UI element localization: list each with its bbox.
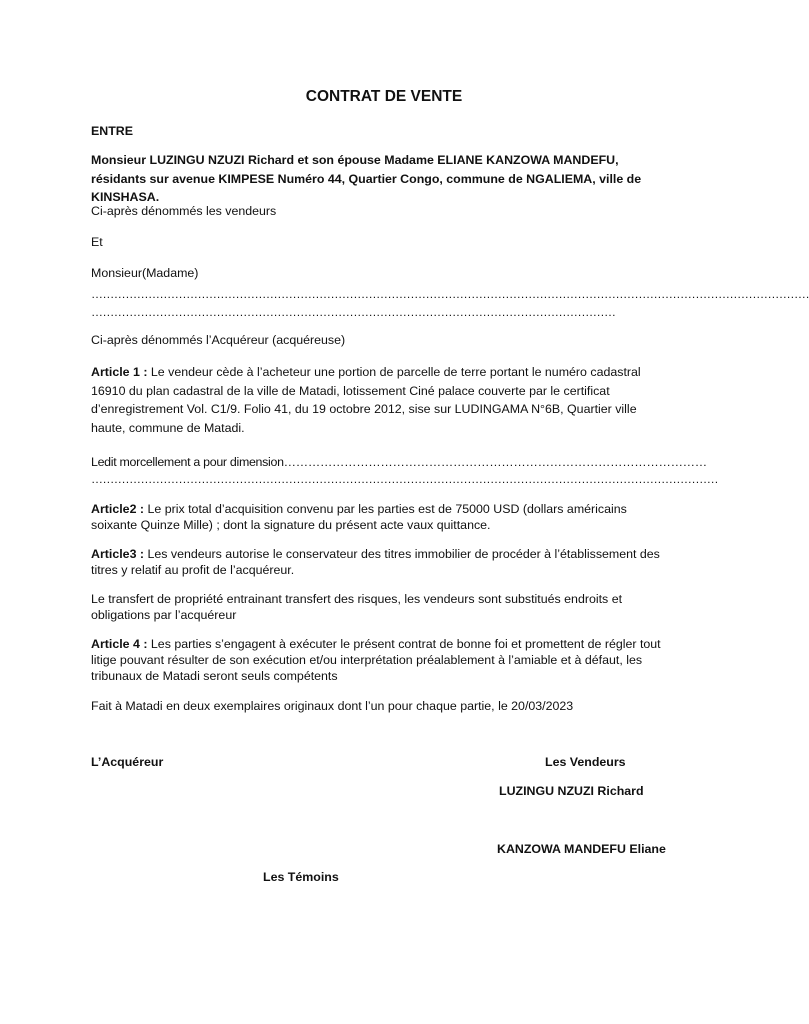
signature-vendeurs-label: Les Vendeurs	[545, 755, 626, 769]
article3-paragraph	[91, 546, 673, 578]
party2-dots-line-2: …………………………………………………………………………………………………………………………	[91, 305, 616, 319]
article2-text: Le prix total d’acquisition convenu par les parties est de 75000 USD (dollars américains soixante Quinze Mille) ; dont la signature du présent acte vaux quittance.	[91, 502, 627, 532]
article4-paragraph	[91, 636, 673, 684]
fait-a-line: Fait à Matadi en deux exemplaires originaux dont l’un pour chaque partie, le 20/03/2023	[91, 699, 574, 713]
dimension-line: Ledit morcellement a pour dimension……………………………………………………………………………………………	[91, 455, 707, 469]
contract-title: CONTRAT DE VENTE	[305, 88, 463, 105]
article1-heading: Article 1 :	[91, 365, 148, 379]
article2-heading: Article2 :	[91, 502, 145, 516]
vendeur2-name: KANZOWA MANDEFU Eliane	[497, 842, 666, 856]
acquereur-label: Ci-après dénommés l’Acquéreur (acquéreuse)	[91, 333, 346, 347]
temoins-label: Les Témoins	[263, 870, 339, 884]
article2-paragraph	[91, 501, 673, 533]
vendeurs-label: Ci-après dénommés les vendeurs	[91, 204, 277, 218]
signature-acquereur-label: L’Acquéreur	[91, 755, 164, 769]
dimension-dots-line: …………………………………………………………………………………………………………………………………………………	[91, 472, 719, 486]
party2-dots-line-1: ………………………………………………………………………………………………………………………………………………………………………	[91, 287, 809, 301]
vendeur1-name: LUZINGU NZUZI Richard	[499, 784, 644, 798]
party2-label: Monsieur(Madame)	[91, 266, 199, 280]
article3-heading: Article3 :	[91, 547, 145, 561]
article4-text: Les parties s’engagent à exécuter le présent contrat de bonne foi et promettent de régler tout litige pouvant résulter de son exécution et/ou interprétation préalablement à l’amiable et à défaut, les tribunaux de Matadi seront seuls compétents	[91, 637, 661, 683]
article3-text: Les vendeurs autorise le conservateur des titres immobilier de procéder à l’établissement des titres y relatif au profit de l’acquéreur.	[91, 547, 660, 577]
article1-paragraph	[91, 363, 673, 437]
party1-text: Monsieur LUZINGU NZUZI Richard et son épouse Madame ELIANE KANZOWA MANDEFU, résidants sur avenue KIMPESE Numéro 44, Quartier Congo, commune de NGALIEMA, ville de KINSHASA.	[91, 153, 642, 204]
entre-label: ENTRE	[91, 124, 133, 138]
et-label: Et	[91, 235, 103, 249]
article1-text: Le vendeur cède à l’acheteur une portion de parcelle de terre portant le numéro cadastral 16910 du plan cadastral de la ville de Matadi, lotissement Ciné palace couverte par le certificat d’enregistrement Vol. C1/9. Folio 41, du 19 octobre 2012, sise sur LUDINGAMA N°6B, Quartier ville haute, commune de Matadi.	[91, 365, 641, 435]
article4-heading: Article 4 :	[91, 637, 148, 651]
party1-paragraph	[91, 151, 673, 207]
transfert-paragraph: Le transfert de propriété entrainant transfert des risques, les vendeurs sont substitués endroits et obligations par l’acquéreur	[91, 592, 623, 622]
